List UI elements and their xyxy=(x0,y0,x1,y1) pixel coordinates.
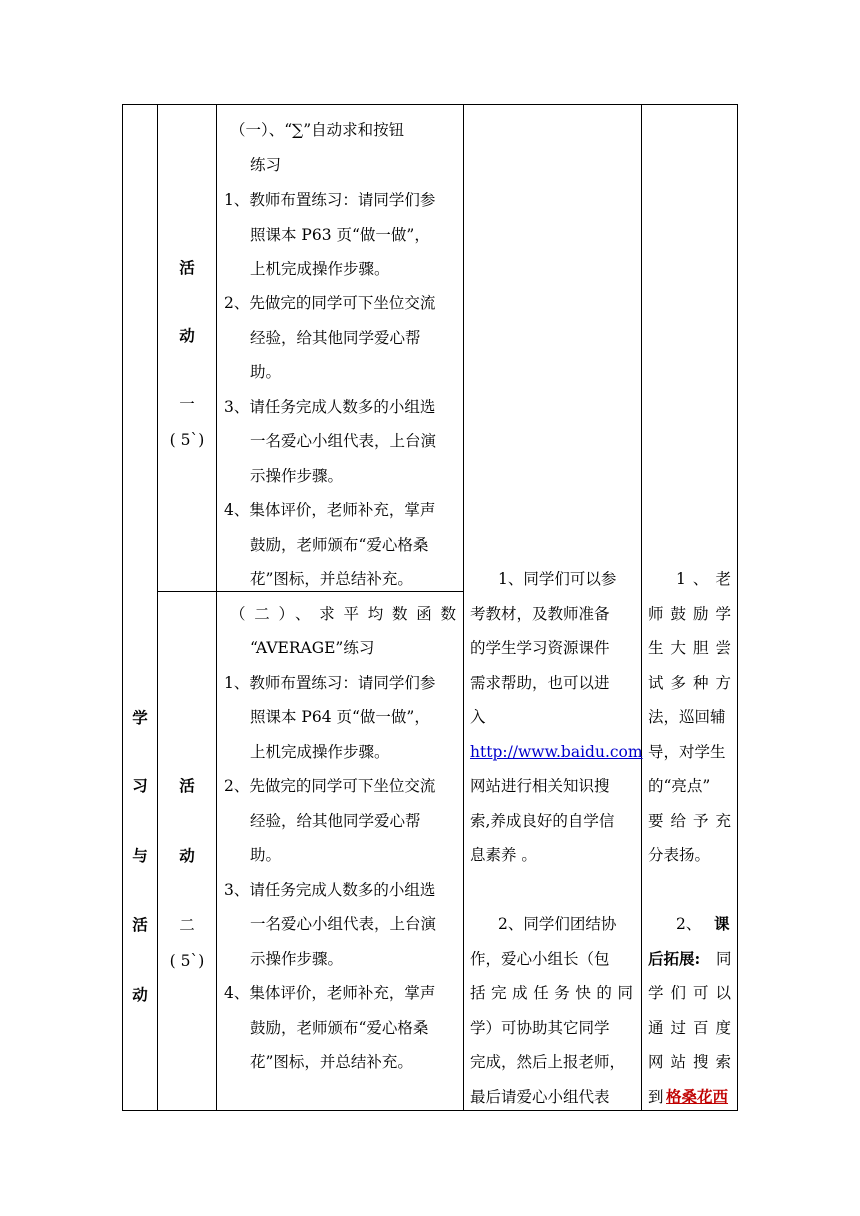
header-char: 与 xyxy=(132,846,148,865)
teacher-line: 法，巡回辅 xyxy=(648,708,726,726)
activity1-line: 示操作步骤。 xyxy=(250,467,344,485)
student-line: 需求帮助，也可以进 xyxy=(470,674,610,692)
activity2-label-char: 二 xyxy=(179,916,195,934)
student-line: 的学生学习资源课件 xyxy=(470,639,610,657)
teacher-line: 生大胆尝 xyxy=(648,639,731,657)
student-line: 1、同学们可以参 xyxy=(498,570,617,588)
activity2-line: 1、教师布置练习：请同学们参 xyxy=(224,674,436,692)
activity1-line: 照课本 P63 页“做一做”， xyxy=(250,226,430,244)
activity1-time: ( 5`) xyxy=(169,431,205,449)
student-line: 索,养成良好的自学信 xyxy=(470,812,615,830)
teacher-line: 到 xyxy=(648,1088,664,1106)
activity1-heading: （一）、“∑”自动求和按钮 xyxy=(230,121,405,139)
activity2-line: 4、集体评价，老师补充，掌声 xyxy=(224,984,436,1002)
activity2-line: “AVERAGE”练习 xyxy=(250,639,375,657)
teacher-line: 1、老 xyxy=(676,570,731,588)
activity2-line: 3、请任务完成人数多的小组选 xyxy=(224,881,436,899)
student-line: 2、同学们团结协 xyxy=(498,915,617,933)
teacher-line: 同 xyxy=(716,950,732,968)
activity1-line: 上机完成操作步骤。 xyxy=(250,260,390,278)
activity1-label-char: 活 xyxy=(179,258,195,277)
activity1-label-char: 一 xyxy=(179,395,195,413)
student-line: 最后请爱心小组代表 xyxy=(470,1088,610,1106)
student-line: 括完成任务快的同 xyxy=(470,984,633,1002)
activity2-line: 鼓励，老师颁布“爱心格桑 xyxy=(250,1019,429,1037)
activity2-line: 助。 xyxy=(250,846,282,864)
teacher-line: 学们可以 xyxy=(648,984,731,1002)
after-class-extension-label: 后拓展: xyxy=(648,949,701,968)
teacher-line: 要给予充 xyxy=(648,812,731,830)
teacher-line: 的“亮点” xyxy=(648,777,711,795)
header-char: 动 xyxy=(132,985,148,1004)
student-line: 作，爱心小组长（包 xyxy=(470,950,610,968)
activity2-line: 上机完成操作步骤。 xyxy=(250,743,390,761)
teacher-line: 通过百度 xyxy=(648,1019,731,1037)
activity1-line: 一名爱心小组代表，上台演 xyxy=(250,432,437,450)
student-line: 网站进行相关知识搜 xyxy=(470,777,610,795)
activity1-line: 2、先做完的同学可下坐位交流 xyxy=(224,294,436,312)
activity2-label-char: 动 xyxy=(179,846,195,865)
activity1-line: 鼓励，老师颁布“爱心格桑 xyxy=(250,536,429,554)
activity2-label-char: 活 xyxy=(179,776,195,795)
activity1-label-char: 动 xyxy=(179,326,195,345)
activity2-line: 2、先做完的同学可下坐位交流 xyxy=(224,777,436,795)
activity1-line: 助。 xyxy=(250,363,282,381)
activity1-line: 练习 xyxy=(250,156,282,174)
activity2-heading: （二）、求平均数函数 xyxy=(230,605,456,623)
activity2-line: 示操作步骤。 xyxy=(250,950,344,968)
activity1-line: 1、教师布置练习：请同学们参 xyxy=(224,191,436,209)
activity2-line: 照课本 P64 页“做一做”， xyxy=(250,708,430,726)
teacher-line-bold: 课 xyxy=(714,914,730,933)
student-line: 息素养 。 xyxy=(470,846,537,864)
student-line: 完成，然后上报老师， xyxy=(470,1053,626,1071)
header-char: 学 xyxy=(132,708,148,727)
activity2-line: 经验，给其他同学爱心帮 xyxy=(250,812,421,830)
student-line: 学）可协助其它同学 xyxy=(470,1019,610,1037)
activity1-line: 3、请任务完成人数多的小组选 xyxy=(224,398,436,416)
baidu-link[interactable]: http://www.baidu.com xyxy=(470,743,643,761)
teacher-line: 导，对学生 xyxy=(648,743,726,761)
teacher-line: 师鼓励学 xyxy=(648,605,731,623)
teacher-line: 2、 xyxy=(676,915,702,933)
student-line: 考教材，及教师准备 xyxy=(470,605,610,623)
activity1-line: 经验，给其他同学爱心帮 xyxy=(250,329,421,347)
teacher-line: 网站搜索 xyxy=(648,1053,731,1071)
student-line: 入 xyxy=(470,708,486,726)
activity2-line: 一名爱心小组代表，上台演 xyxy=(250,915,437,933)
header-char: 活 xyxy=(132,915,148,934)
header-char: 习 xyxy=(132,776,148,795)
teacher-line: 分表扬。 xyxy=(648,846,711,864)
teacher-line: 试多种方 xyxy=(648,674,731,692)
activity1-line: 花”图标，并总结补充。 xyxy=(250,570,413,588)
gesang-flower-link[interactable]: 格桑花西 xyxy=(666,1087,729,1106)
activity1-line: 4、集体评价，老师补充，掌声 xyxy=(224,501,436,519)
activity2-time: ( 5`) xyxy=(169,952,205,970)
activity2-line: 花”图标，并总结补充。 xyxy=(250,1053,413,1071)
